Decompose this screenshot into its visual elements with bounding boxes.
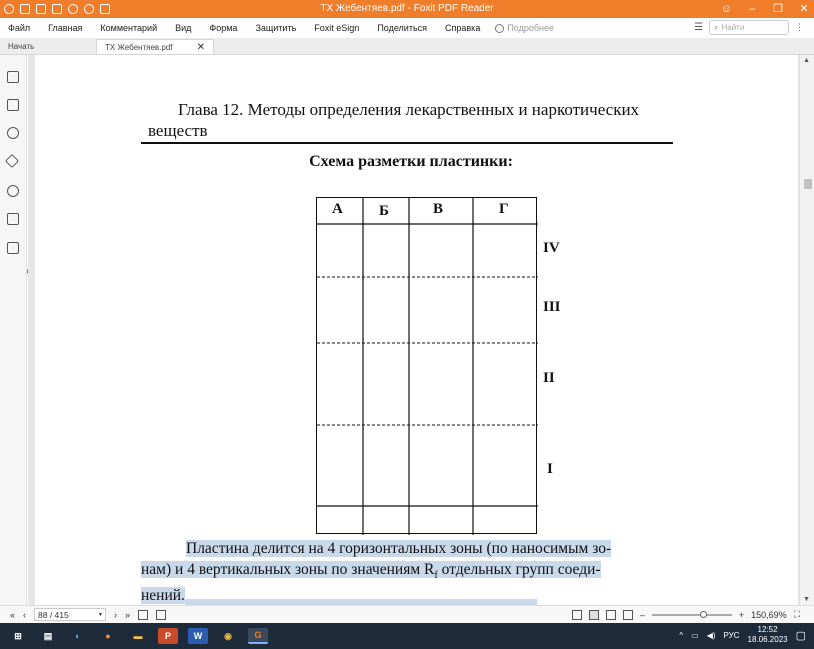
vertical-scrollbar[interactable]: [799, 55, 814, 605]
first-page-icon[interactable]: «: [10, 609, 16, 620]
firefox-icon[interactable]: ●: [105, 631, 111, 641]
document-viewport: [28, 55, 799, 605]
find-placeholder: Найти: [721, 23, 745, 32]
column-header-g: Г: [499, 201, 509, 217]
menu-right-tools: [694, 20, 804, 35]
zone-label-i: I: [547, 461, 553, 477]
column-header-a: А: [332, 201, 343, 217]
menu-share[interactable]: Поделиться: [377, 23, 428, 33]
column-header-b: Б: [379, 203, 389, 219]
continuous-view-icon[interactable]: [589, 610, 599, 620]
rotate-page-icon[interactable]: [156, 610, 166, 620]
powerpoint-icon[interactable]: P: [158, 628, 178, 644]
network-icon[interactable]: ▭: [691, 630, 699, 640]
tab-start[interactable]: [0, 39, 96, 54]
account-icon[interactable]: ☺: [720, 2, 732, 15]
windows-start-icon[interactable]: ⊞: [14, 630, 22, 641]
paragraph-line-2a: нам) и 4 вертикальных зоны по значениям R: [141, 560, 435, 578]
paragraph-line-1: Пластина делится на 4 горизонтальных зоны (по наносимым зо-: [186, 540, 612, 557]
tlc-plate-diagram: [316, 197, 537, 534]
single-page-view-icon[interactable]: [572, 610, 582, 620]
system-tray: [679, 625, 806, 645]
windows-taskbar: [0, 623, 814, 649]
foxit-reader-taskbar-icon[interactable]: G: [248, 628, 268, 644]
minimize-button[interactable]: –: [748, 2, 756, 15]
clock-date: 18.06.2023: [747, 635, 788, 644]
file-explorer-icon[interactable]: ▬: [133, 631, 143, 641]
title-bar: [0, 0, 814, 18]
menu-file[interactable]: Файл: [8, 23, 31, 33]
menu-help[interactable]: Справка: [445, 23, 481, 33]
window-title: ТХ Жебентяев.pdf - Foxit PDF Reader: [320, 3, 494, 14]
clock[interactable]: [748, 625, 788, 645]
body-paragraph[interactable]: [141, 539, 693, 605]
clock-time: 12:52: [757, 625, 778, 634]
zoom-in-icon[interactable]: +: [738, 609, 745, 620]
zone-label-iv: IV: [543, 240, 560, 256]
zoom-slider-knob[interactable]: [700, 611, 707, 618]
zoom-slider[interactable]: [652, 614, 732, 616]
ribbon-toggle-icon[interactable]: ☰: [694, 22, 703, 33]
view-controls: [572, 609, 800, 620]
facing-view-icon[interactable]: [606, 610, 616, 620]
zone-label-iii: III: [543, 299, 561, 315]
volume-icon[interactable]: ◀): [706, 630, 716, 640]
pdf-page: [35, 55, 798, 605]
signature-icon[interactable]: [7, 242, 19, 254]
tell-me-box[interactable]: [489, 23, 554, 33]
scheme-title: Схема разметки пластинки:: [309, 153, 513, 170]
pages-icon[interactable]: [7, 99, 19, 111]
menu-home[interactable]: Главная: [48, 23, 83, 33]
attachment-icon[interactable]: [7, 185, 19, 197]
scroll-up-icon[interactable]: ▲: [803, 57, 810, 64]
menu-comment[interactable]: Комментарий: [100, 23, 158, 33]
page-navigation: [0, 608, 166, 621]
more-options-icon[interactable]: ⋮: [795, 22, 804, 32]
paragraph-line-2b: отдельных групп соеди-: [437, 560, 601, 578]
page-dropdown-icon[interactable]: ▾: [99, 612, 103, 618]
tray-chevron-icon[interactable]: ^: [679, 630, 684, 640]
tab-document-label: ТХ Жебентяев.pdf: [105, 42, 173, 52]
status-bar: [0, 605, 814, 623]
lightbulb-icon: [495, 24, 504, 33]
header-rule: [141, 142, 673, 144]
tab-start-label: Начать: [8, 42, 35, 51]
notifications-icon[interactable]: ▢: [795, 629, 806, 642]
prev-page-icon[interactable]: ‹: [23, 609, 27, 620]
bookmark-icon[interactable]: [7, 71, 19, 83]
page-indicator: 88 / 415: [38, 609, 69, 620]
chrome-icon[interactable]: ◉: [224, 630, 232, 641]
language-indicator[interactable]: РУС: [723, 630, 740, 640]
zoom-out-icon[interactable]: –: [639, 609, 645, 620]
menu-protect[interactable]: Защитить: [255, 23, 297, 33]
menu-esign[interactable]: Foxit eSign: [314, 23, 360, 33]
paragraph-line-3: нений.: [141, 587, 185, 605]
task-view-icon[interactable]: ▤: [43, 630, 53, 641]
extract-page-icon[interactable]: [138, 610, 148, 620]
document-tabs: [0, 38, 814, 55]
page-number-input[interactable]: [34, 608, 106, 621]
scroll-down-icon[interactable]: ▼: [803, 596, 810, 603]
last-page-icon[interactable]: »: [125, 609, 131, 620]
plate-grid: [317, 198, 538, 535]
search-icon: ⌕: [714, 22, 719, 32]
security-icon[interactable]: [7, 213, 19, 225]
layers-icon[interactable]: [5, 154, 19, 168]
left-sidebar: [0, 55, 27, 605]
continuous-facing-view-icon[interactable]: [623, 610, 633, 620]
menu-view[interactable]: Вид: [175, 23, 192, 33]
zone-label-ii: II: [543, 370, 555, 386]
tell-me-placeholder: Подробнее: [507, 23, 555, 33]
scroll-thumb[interactable]: [804, 179, 812, 189]
zoom-level[interactable]: 150,69%: [751, 609, 787, 620]
menu-form[interactable]: Форма: [209, 23, 238, 33]
window-controls: [721, 2, 810, 15]
find-input[interactable]: [709, 20, 789, 35]
fullscreen-icon[interactable]: ⛶: [793, 609, 800, 619]
close-button[interactable]: ✕: [799, 3, 809, 15]
chapter-heading: Глава 12. Методы определения лекарственных и наркотических веществ: [148, 100, 640, 140]
rf-subscript: f: [434, 569, 438, 581]
next-page-icon[interactable]: ›: [114, 609, 118, 620]
comments-icon[interactable]: [7, 127, 19, 139]
menu-bar: [0, 18, 814, 38]
edge-icon[interactable]: ◐: [75, 631, 81, 641]
tab-document[interactable]: [96, 39, 214, 54]
column-header-v: В: [433, 201, 444, 217]
restore-button[interactable]: ❐: [773, 3, 783, 15]
word-icon[interactable]: W: [188, 628, 208, 644]
close-tab-icon[interactable]: ✕: [196, 41, 205, 53]
